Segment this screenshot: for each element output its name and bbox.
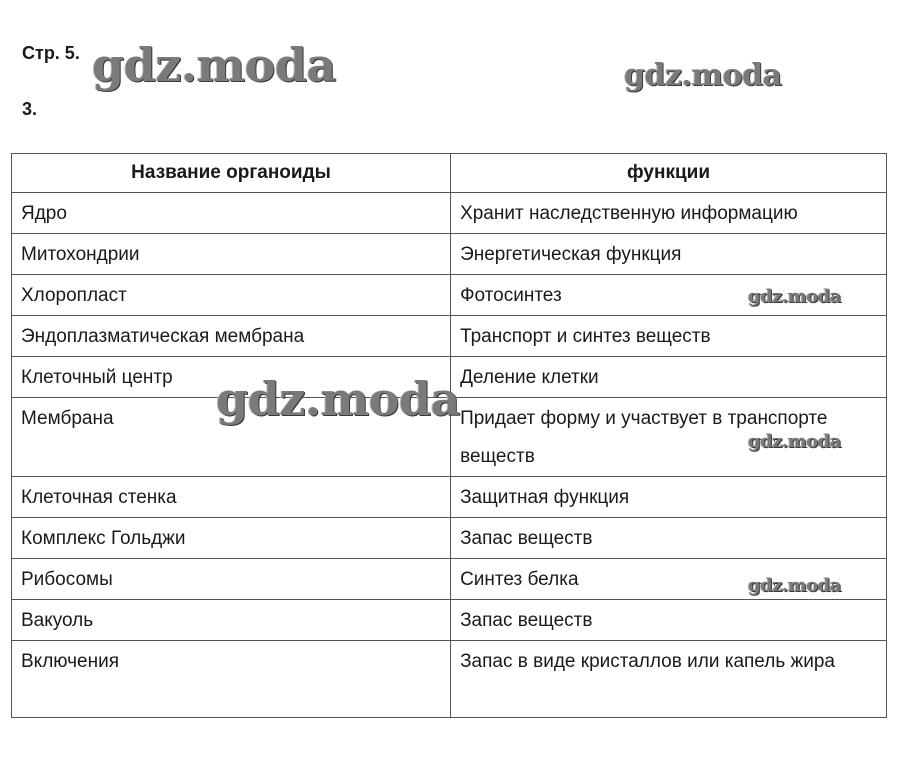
function-cell: Запас веществ	[451, 600, 887, 641]
table-row	[12, 316, 887, 357]
organoid-cell: Включения	[12, 641, 451, 718]
column-header-organoid: Название органоиды	[12, 154, 451, 193]
table-row	[12, 398, 887, 477]
watermark: gdz.moda	[748, 286, 841, 307]
function-cell: Синтез белка	[451, 559, 887, 600]
watermark: gdz.moda	[748, 431, 841, 452]
function-cell: Защитная функция	[451, 477, 887, 518]
watermark: gdz.moda	[624, 58, 782, 93]
function-cell: Энергетическая функция	[451, 234, 887, 275]
organoid-cell: Рибосомы	[12, 559, 451, 600]
organoid-cell: Мембрана	[12, 398, 451, 477]
function-cell: Транспорт и синтез веществ	[451, 316, 887, 357]
table-row	[12, 600, 887, 641]
organoid-cell: Митохондрии	[12, 234, 451, 275]
organoid-table	[11, 153, 887, 718]
function-cell: Фотосинтез	[451, 275, 887, 316]
watermark: gdz.moda	[216, 372, 460, 426]
watermark: gdz.moda	[92, 38, 336, 92]
function-cell: Запас в виде кристаллов или капель жира	[451, 641, 887, 718]
function-cell: Запас веществ	[451, 518, 887, 559]
table-row	[12, 234, 887, 275]
watermark: gdz.moda	[748, 575, 841, 596]
function-cell: Деление клетки	[451, 357, 887, 398]
table-row	[12, 518, 887, 559]
table-row	[12, 641, 887, 718]
table-row	[12, 357, 887, 398]
organoid-cell: Комплекс Гольджи	[12, 518, 451, 559]
organoid-cell: Клеточный центр	[12, 357, 451, 398]
organoid-cell: Эндоплазматическая мембрана	[12, 316, 451, 357]
function-cell: Хранит наследственную информацию	[451, 193, 887, 234]
organoid-cell: Ядро	[12, 193, 451, 234]
organoid-cell: Хлоропласт	[12, 275, 451, 316]
table-bottom-gap	[12, 690, 236, 700]
table-row	[12, 559, 887, 600]
table-header-row	[12, 154, 887, 193]
page-ref: Стр. 5.	[22, 43, 80, 63]
table-row	[12, 275, 887, 316]
task-number: 3.	[22, 99, 38, 119]
function-cell: Придает форму и участвует в транспорте веществ	[451, 398, 887, 477]
column-header-function: функции	[451, 154, 887, 193]
organoid-cell: Вакуоль	[12, 600, 451, 641]
organoid-cell: Клеточная стенка	[12, 477, 451, 518]
table-row	[12, 193, 887, 234]
table-row	[12, 477, 887, 518]
